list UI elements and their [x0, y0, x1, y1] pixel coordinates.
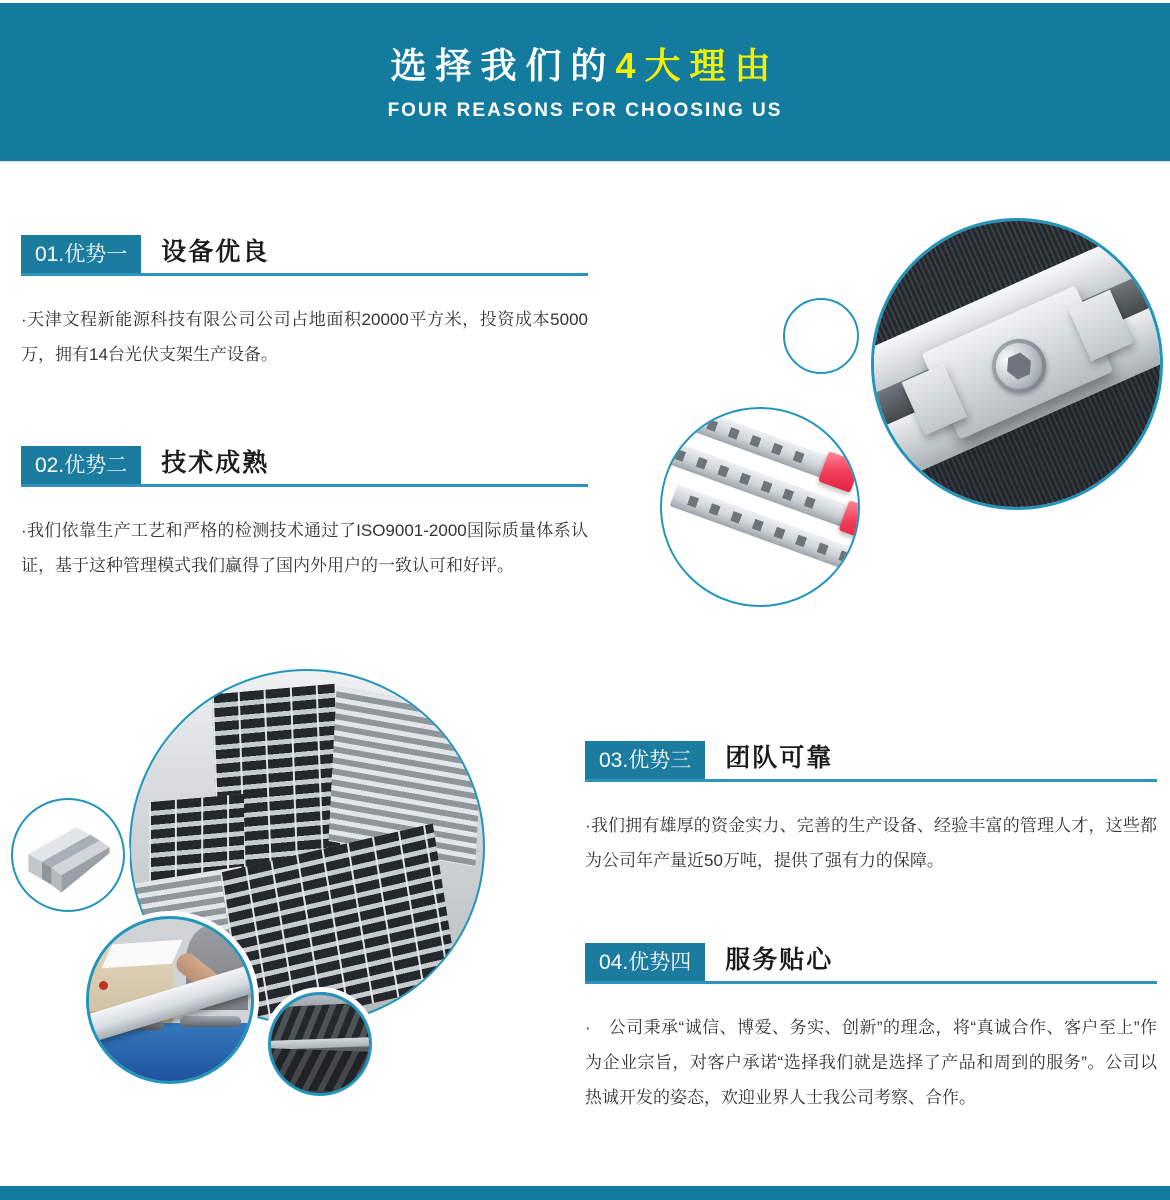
page-title-main: 选择我们的: [390, 45, 616, 86]
footer-band: [0, 1186, 1170, 1200]
advantage-3-title: 团队可靠: [725, 744, 834, 772]
decorative-outline-circle: [783, 298, 859, 374]
advantage-section-4: [585, 940, 1157, 1115]
advantage-3-body: ·我们拥有雄厚的资金实力、完善的生产设备、经验丰富的管理人才，这些都为公司年产量近50万吨，提供了强有力的保障。: [585, 816, 1157, 870]
photo-shape: [839, 500, 860, 542]
advantage-4-header: [585, 940, 1157, 984]
solar-clamp-photo: [871, 218, 1163, 510]
photo-shape: [268, 1048, 372, 1093]
advantage-1-body: ·天津文程新能源科技有限公司公司占地面积20000平方米，投资成本5000万，拥有14台光伏支架生产设备。: [21, 310, 588, 364]
advantage-1-title: 设备优良: [161, 238, 270, 266]
red-capped-channel-bars-photo: [660, 407, 860, 607]
advantage-3-header: [585, 738, 1157, 782]
photo-shape: [99, 981, 108, 990]
advantage-section-1: [21, 232, 588, 372]
production-machine-photo: [86, 916, 254, 1084]
header-band: [0, 3, 1170, 162]
stacked-dark-parts-photo: [268, 992, 372, 1096]
advantage-2-badge: 02.优势二: [21, 446, 141, 484]
advantage-2-body: ·我们依靠生产工艺和严格的检测技术通过了ISO9001-2000国际质量体系认证，基于这种管理模式我们赢得了国内外用户的一致认可和好评。: [21, 521, 588, 575]
advantage-2-title: 技术成熟: [161, 449, 270, 477]
photo-shape: [871, 218, 1163, 510]
photo-shape: [1002, 350, 1036, 383]
advantage-1-badge: 01.优势一: [21, 235, 141, 273]
advantage-4-title: 服务贴心: [725, 946, 834, 974]
page-subtitle: FOUR REASONS FOR CHOOSING US: [387, 100, 783, 121]
advantage-4-badge: 04.优势四: [585, 943, 705, 981]
advantage-2-header: [21, 443, 588, 487]
advantage-3-badge: 03.优势三: [585, 741, 705, 779]
page-title-accent: 4大理由: [615, 45, 780, 86]
photo-shape: [180, 1016, 242, 1027]
advantage-4-body: · 公司秉承“诚信、博爱、务实、创新”的理念，将“真诚合作、客户至上”作为企业宗旨，对客户承诺“选择我们就是选择了产品和周到的服务”。公司以热诚开发的姿态，欢迎业界人士我公司考察、合作。: [585, 1018, 1157, 1107]
u-channel-profile-photo: [11, 798, 125, 912]
advantage-section-3: [585, 738, 1157, 878]
photo-shape: [818, 451, 860, 493]
advantage-section-2: [21, 443, 588, 583]
advantage-1-header: [21, 232, 588, 276]
photo-shape: [13, 800, 123, 910]
page-title: [390, 45, 780, 86]
photo-shape: [660, 407, 860, 607]
